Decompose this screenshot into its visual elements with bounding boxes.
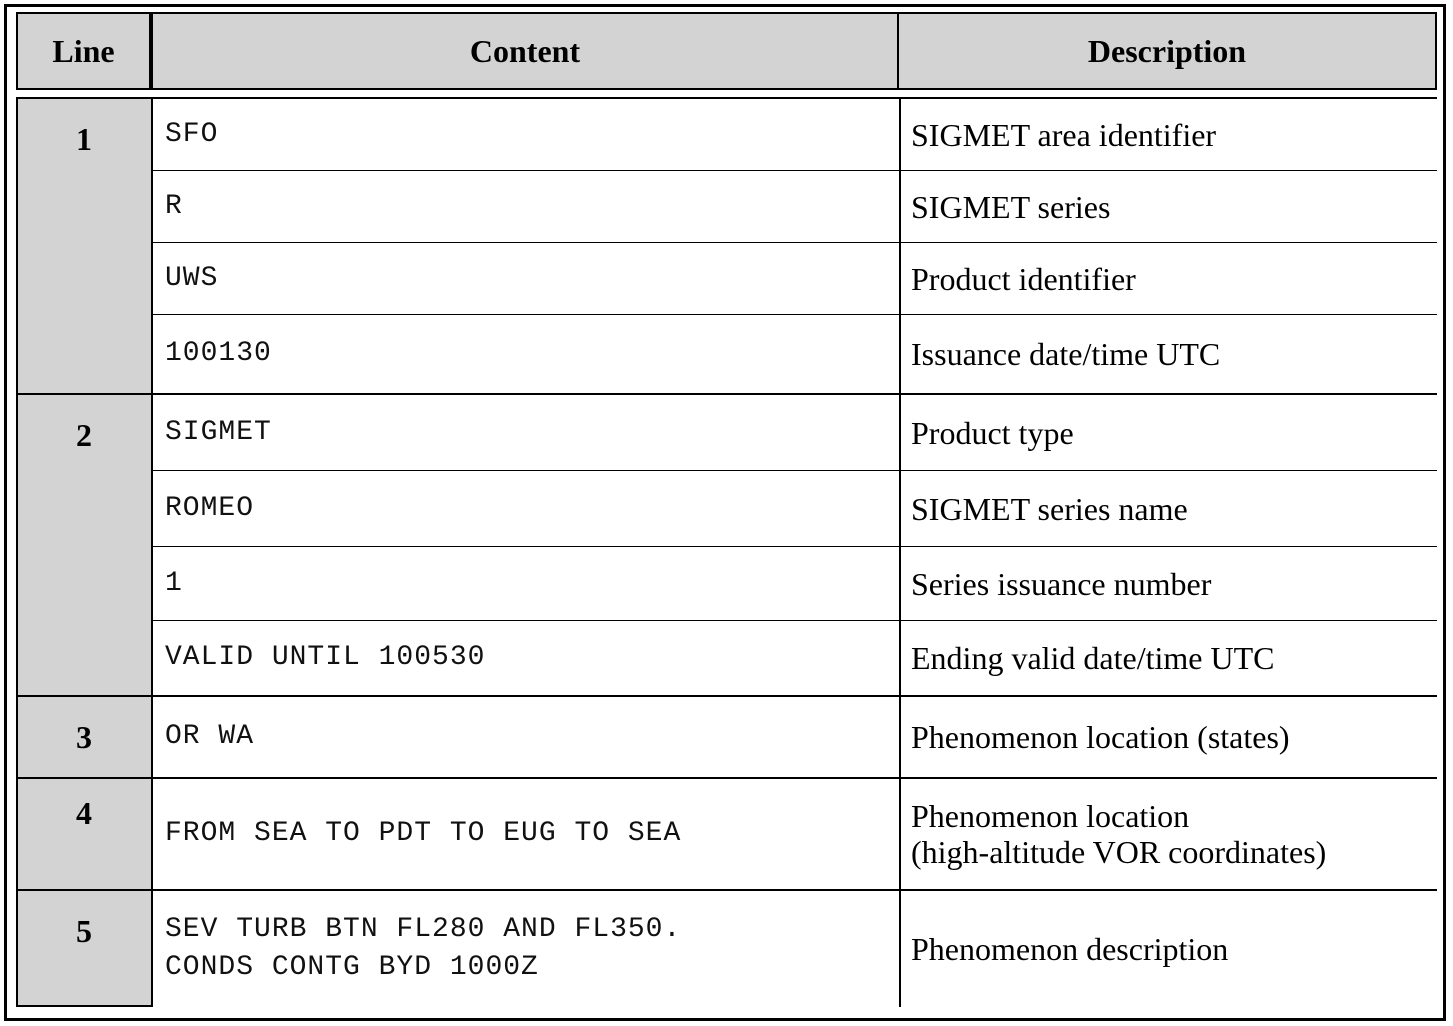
line-number-2 <box>16 395 152 697</box>
row-description: SIGMET series name <box>899 471 1439 546</box>
row-content: OR WA <box>165 721 255 752</box>
header-description <box>897 12 1437 90</box>
line-number-4 <box>16 779 152 891</box>
table-row <box>151 471 1437 547</box>
header-content-label: Content <box>469 32 581 69</box>
row-description: Product type <box>899 395 1439 470</box>
row-content: UWS <box>165 262 219 294</box>
row-content: SFO <box>165 118 219 150</box>
table-row <box>151 547 1437 621</box>
line-number-4-label: 4 <box>76 795 92 831</box>
row-content: SIGMET <box>165 416 272 448</box>
header-description-label: Description <box>1087 32 1247 69</box>
row-content: FROM SEA TO PDT TO EUG TO SEA <box>165 818 682 849</box>
line-number-3-label: 3 <box>76 718 92 755</box>
row-content: SEV TURB BTN FL280 AND FL350. CONDS CONTG BYD 1000Z <box>165 914 682 983</box>
table-row <box>151 779 1437 891</box>
table-row <box>151 621 1437 697</box>
row-description: SIGMET area identifier <box>899 99 1439 170</box>
row-description: Phenomenon location (high-altitude VOR coordinates) <box>899 779 1439 889</box>
table-row <box>151 243 1437 315</box>
row-description: Phenomenon description <box>899 891 1439 1007</box>
row-description: Ending valid date/time UTC <box>899 621 1439 695</box>
line-number-5-label: 5 <box>76 913 92 949</box>
table-row <box>151 99 1437 171</box>
table-row <box>151 891 1437 1007</box>
row-content: ROMEO <box>165 492 255 524</box>
table-row <box>151 697 1437 779</box>
table-row <box>151 171 1437 243</box>
line-number-1-label: 1 <box>76 121 92 157</box>
row-description: Phenomenon location (states) <box>899 697 1439 777</box>
header-content <box>151 12 899 90</box>
line-number-1 <box>16 99 152 395</box>
header-line-label: Line <box>52 32 115 69</box>
line-number-2-label: 2 <box>76 417 92 453</box>
row-content: 1 <box>165 567 183 599</box>
row-description: SIGMET series <box>899 171 1439 242</box>
row-content: VALID UNTIL 100530 <box>165 642 486 673</box>
row-description: Product identifier <box>899 243 1439 314</box>
table-row <box>151 395 1437 471</box>
header-line <box>16 12 151 90</box>
line-number-5 <box>16 891 152 1007</box>
row-description: Series issuance number <box>899 547 1439 620</box>
row-content: R <box>165 190 183 222</box>
table-row <box>151 315 1437 395</box>
row-content: 100130 <box>165 338 272 369</box>
line-number-3 <box>16 697 152 779</box>
row-description: Issuance date/time UTC <box>899 315 1439 393</box>
